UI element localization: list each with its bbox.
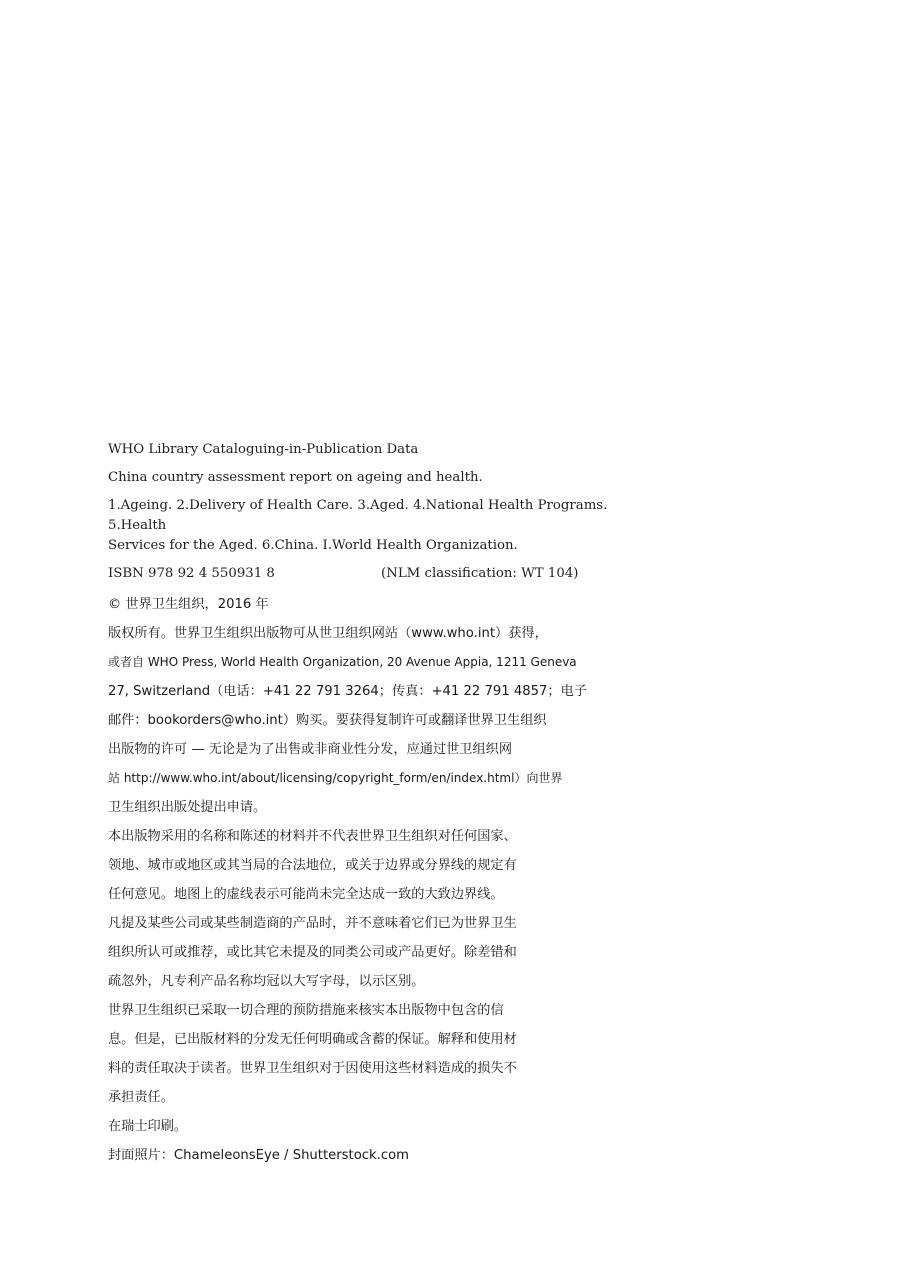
companies-line: 组织所认可或推荐，或比其它未提及的同类公司或产品更好。除差错和 [108, 945, 517, 960]
legal-notice [108, 590, 588, 1170]
rights-line: 或者自 WHO Press, World Health Organization, 20 Avenue Appia, 1211 Geneva [108, 655, 577, 669]
cip-book-title: China country assessment report on ageing and health. [108, 470, 483, 485]
printed-in-line: 在瑞士印刷。 [108, 1119, 188, 1134]
rights-paragraph [108, 619, 588, 822]
designations-line: 任何意见。地图上的虚线表示可能尚未完全达成一致的大致边界线。 [108, 887, 504, 902]
rights-line: 版权所有。世界卫生组织出版物可从世卫组织网站（www.who.int）获得， [108, 626, 548, 641]
precautions-line: 世界卫生组织已采取一切合理的预防措施来核实本出版物中包含的信 [108, 1003, 504, 1018]
designations-line: 领地、城市或地区或其当局的合法地位，或关于边界或分界线的规定有 [108, 858, 517, 873]
cip-subjects-line: Services for the Aged. 6.China. I.World Health Organization. [108, 538, 518, 553]
precautions-line: 料的责任取决于读者。世界卫生组织对于因使用这些材料造成的损失不 [108, 1061, 517, 1076]
cip-isbn-row [108, 564, 608, 584]
precautions-line: 承担责任。 [108, 1090, 174, 1105]
precautions-paragraph [108, 996, 588, 1112]
cover-photo-credit: 封面照片：ChameleonsEye / Shutterstock.com [108, 1148, 410, 1163]
cataloguing-data [108, 440, 608, 584]
cip-subjects [108, 496, 608, 556]
precautions-line: 息。但是，已出版材料的分发无任何明确或含蓄的保证。解释和使用材 [108, 1032, 517, 1047]
cip-isbn: ISBN 978 92 4 550931 8 [108, 566, 275, 581]
rights-line: 出版物的许可 — 无论是为了出售或非商业性分发，应通过世卫组织网 [108, 742, 513, 757]
cip-heading: WHO Library Cataloguing-in-Publication Data [108, 442, 419, 457]
designations-line: 本出版物采用的名称和陈述的材料并不代表世界卫生组织对任何国家、 [108, 829, 517, 844]
copyright-line: © 世界卫生组织，2016 年 [108, 597, 269, 612]
rights-line: 卫生组织出版处提出申请。 [108, 800, 267, 815]
companies-line: 凡提及某些公司或某些制造商的产品时，并不意味着它们已为世界卫生 [108, 916, 517, 931]
companies-paragraph [108, 909, 588, 996]
companies-line: 疏忽外，凡专利产品名称均冠以大写字母，以示区别。 [108, 974, 425, 989]
designations-paragraph [108, 822, 588, 909]
rights-line: 27, Switzerland（电话：+41 22 791 3264；传真：+41 22 791 4857；电子 [108, 684, 587, 699]
cip-subjects-line: 1.Ageing. 2.Delivery of Health Care. 3.Aged. 4.National Health Programs. 5.Health [108, 498, 608, 533]
cip-nlm-classification: (NLM classification: WT 104) [381, 566, 579, 581]
rights-line: 邮件：bookorders@who.int）购买。要获得复制许可或翻译世界卫生组织 [108, 713, 547, 728]
rights-line: 站 http://www.who.int/about/licensing/copyright_form/en/index.html）向世界 [108, 771, 563, 785]
